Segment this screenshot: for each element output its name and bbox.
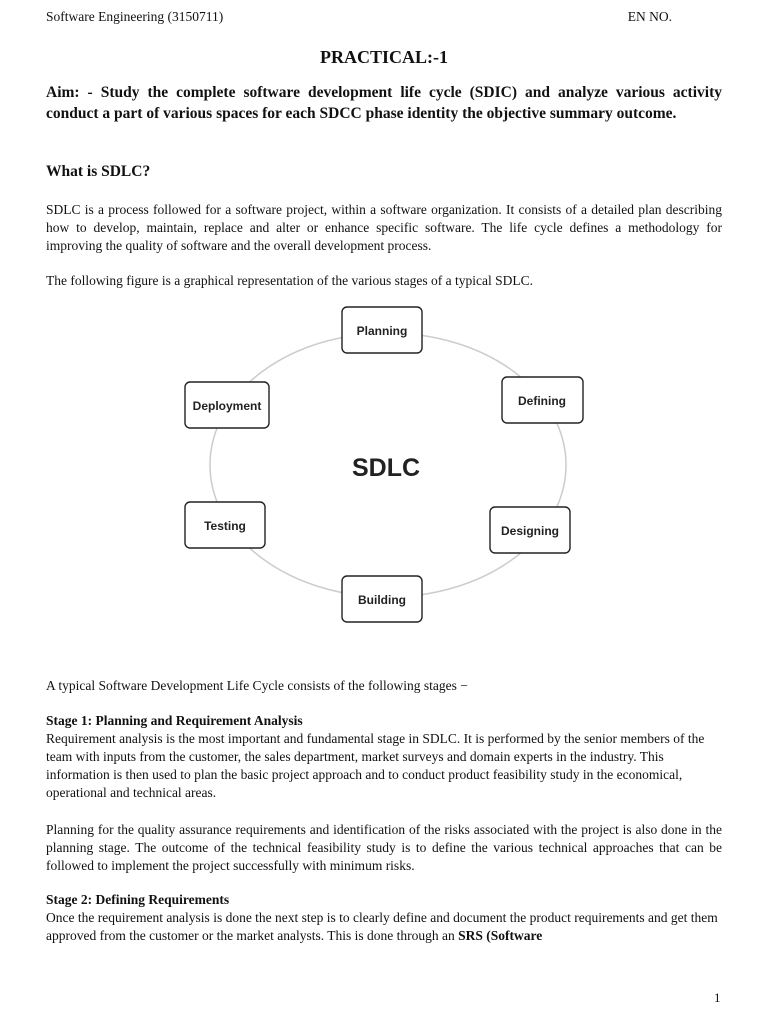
sdlc-center-label: SDLC	[351, 454, 421, 482]
enrollment-label: EN NO.	[627, 9, 672, 24]
stage-label-testing: Testing	[204, 519, 246, 533]
stage1-section	[46, 712, 722, 802]
page-number: 1	[714, 990, 721, 1005]
stage-label-deployment: Deployment	[192, 399, 262, 413]
stage2-section	[46, 891, 722, 945]
stage1-paragraph2: Planning for the quality assurance requirements and identification of the risks associated with the project is also done in the planning stage. The outcome of the technical feasibility study is to define the various technical approaches that can be followed to implement the project successfully with minimum risks.	[46, 822, 722, 873]
sdlc-cycle-diagram	[0, 300, 768, 630]
stage1-heading: Stage 1: Planning and Requirement Analysis	[46, 713, 303, 728]
stage-box-defining	[502, 377, 583, 423]
page-title: PRACTICAL:-1	[320, 47, 448, 67]
page-header	[46, 9, 672, 25]
stage2-heading: Stage 2: Defining Requirements	[46, 892, 230, 907]
stage-label-building: Building	[358, 593, 406, 607]
stage2-paragraph1: Once the requirement analysis is done the next step is to clearly define and document the product requirements and get them approved from the customer or the market analysts. This is done through an	[46, 910, 718, 943]
figure-caption: The following figure is a graphical representation of the various stages of a typical SDLC.	[46, 273, 533, 288]
srs-term: SRS (Software	[458, 928, 543, 943]
stage-box-testing	[185, 502, 265, 548]
stage-box-planning	[342, 307, 422, 353]
course-code: Software Engineering (3150711)	[46, 9, 224, 24]
stage-box-building	[342, 576, 422, 622]
aim-statement: Aim: - Study the complete software development life cycle (SDIC) and analyze various activity conduct a part of various spaces for each SDCC phase identity the objective summary outcome.	[46, 84, 722, 122]
stage-label-planning: Planning	[356, 324, 408, 338]
stage-label-designing: Designing	[500, 524, 560, 538]
sdlc-intro-paragraph: SDLC is a process followed for a software project, within a software organization. It consists of a detailed plan describing how to develop, maintain, replace and alter or enhance specific software. The life cycle defines a methodology for improving the quality of software and the overall development process.	[46, 202, 722, 253]
what-is-sdlc-heading: What is SDLC?	[46, 163, 151, 180]
stage-label-defining: Defining	[518, 394, 566, 408]
stage-box-deployment	[185, 382, 269, 428]
stage-box-designing	[490, 507, 570, 553]
stages-intro-paragraph: A typical Software Development Life Cycle consists of the following stages −	[46, 678, 468, 693]
stage1-paragraph1: Requirement analysis is the most important and fundamental stage in SDLC. It is performed by the senior members of the team with inputs from the customer, the sales department, market surveys and domain experts in the industry. This information is then used to plan the basic project approach and to conduct product feasibility study in the economical, operational and technical areas.	[46, 731, 705, 800]
